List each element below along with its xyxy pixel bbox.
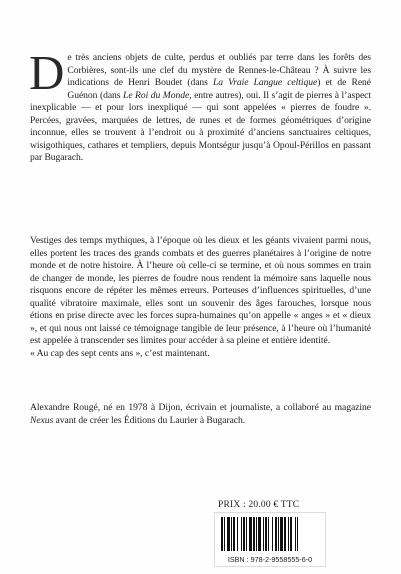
barcode-bar bbox=[297, 517, 298, 551]
barcode-bar bbox=[263, 517, 264, 551]
barcode-bar bbox=[265, 517, 267, 551]
synopsis-paragraph-2-text: Vestiges des temps mythiques, à l’époque où les dieux et les géants vivaient parmi nous, elles portent les traces des grands combats et des guerres planétaires à l’origine de notre monde et de notre histoire. À l’heure où celle-ci se termine, et où nous sommes en train de changer de monde, les pierres de foudre nous rendent la mémoire sans laquelle nous risquons encore de répéter les mêmes erreurs. Porteuses d’influences spirituelles, d’une qualité vibratoire maximale, elles sont un souvenir des âges farouches, lorsque nous étions en prise directe avec les forces supra-humaines qu’on appelle « anges » et « dieux », et qui nous ont laissé ce témoignage tangible de leur présence, à l’heure où l’humanité est appelée à transcender ses limites pour accéder à sa pleine et entière identité. bbox=[30, 235, 371, 346]
barcode-bar bbox=[221, 517, 223, 551]
barcode-bar bbox=[268, 517, 269, 551]
barcode-icon bbox=[219, 517, 323, 553]
barcode-bar bbox=[246, 517, 247, 551]
isbn-barcode-box bbox=[214, 512, 326, 567]
synopsis-text-end: , entre autres), oui. Il s’agit de pierres à l’aspect inexplicable — et pour lors inexpliqué — qui sont appelées « pierres de foudre ». Percées, gravées, marquées de lettres, de runes et de formes géométriques d’origine inconnue, elles se trouvent à l’endroit ou à proximité d’anciens sanctuaires celtiques, wisigothiques, cathares et templiers, depuis Montségur jusqu’à Opoul-Périllos en passant par Bugarach. bbox=[30, 89, 371, 163]
barcode-bar bbox=[278, 517, 279, 551]
barcode-bar bbox=[243, 517, 245, 551]
synopsis-closing-line: « Au cap des sept cents ans », c’est maintenant. bbox=[30, 347, 210, 359]
drop-cap: D bbox=[29, 45, 65, 100]
price-label: PRIX : 20.00 € TTC bbox=[218, 500, 300, 510]
barcode-bar bbox=[231, 517, 232, 551]
barcode-bar bbox=[275, 517, 277, 551]
title-roi-du-monde: Le Roi du Monde bbox=[123, 89, 190, 101]
author-bio-end: avant de créer les Éditions du Laurier à Bugarach. bbox=[53, 414, 246, 426]
barcode-bar bbox=[272, 517, 273, 551]
barcode-bar bbox=[295, 517, 296, 551]
barcode-bar bbox=[249, 517, 252, 551]
barcode-bar bbox=[256, 517, 257, 551]
barcode-bar bbox=[241, 517, 242, 551]
isbn-number: ISBN : 978-2-9558555-6-0 bbox=[227, 555, 313, 564]
author-bio-start: Alexandre Rougé, né en 1978 à Dijon, écrivain et journaliste, a collaboré au magazine bbox=[30, 402, 371, 413]
title-vraie-langue-celtique: La Vraie Langue celtique bbox=[212, 77, 318, 88]
synopsis-text-start: e très anciens objets de culte, perdus et oubliés par terre dans les forêts des Corbières, sont-ils une clef du mystère de Rennes-le-Château ? À suivre les indications de Henri Boudet (dans bbox=[67, 52, 371, 88]
synopsis-text-mid: ) et de René Guénon (dans bbox=[67, 77, 371, 101]
magazine-name: Nexus bbox=[30, 414, 54, 426]
barcode-bar bbox=[290, 517, 292, 551]
barcode-bar bbox=[280, 517, 283, 551]
synopsis-paragraph-2 bbox=[30, 235, 371, 360]
barcode-bar bbox=[224, 517, 225, 551]
barcode-bar bbox=[227, 517, 230, 551]
barcode-bar bbox=[288, 517, 289, 551]
synopsis-paragraph-1 bbox=[29, 45, 371, 165]
barcode-bar bbox=[233, 517, 235, 551]
barcode-bar bbox=[284, 517, 286, 551]
barcode-bar bbox=[237, 517, 238, 551]
barcode-bar bbox=[258, 517, 261, 551]
barcode-bar bbox=[253, 517, 255, 551]
author-bio bbox=[30, 402, 371, 427]
